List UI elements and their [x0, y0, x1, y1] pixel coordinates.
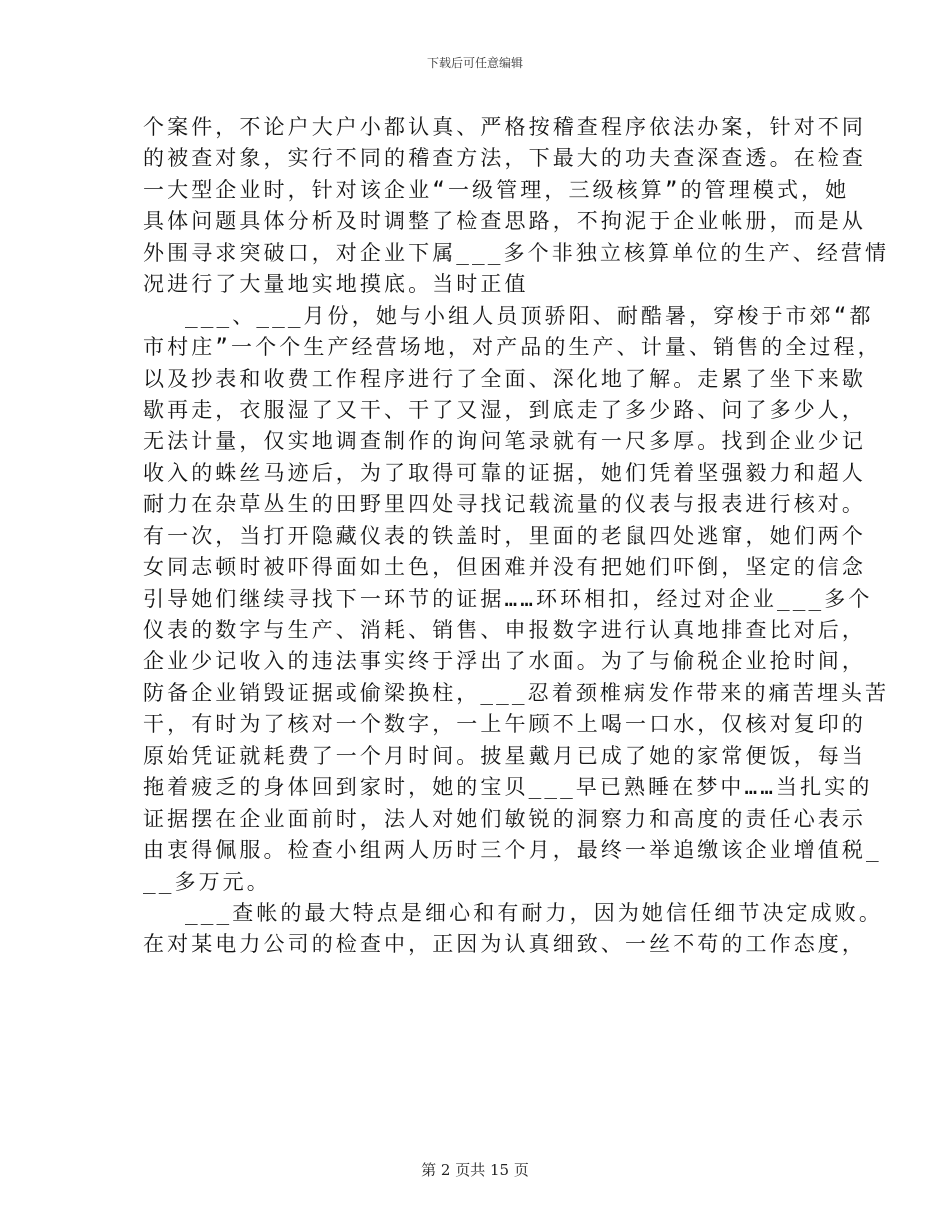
paragraph-line: __多万元。: [143, 869, 271, 894]
paragraph-line: 女同志顿时被吓得面如土色，但困难并没有把她们吓倒，坚定的信念: [143, 555, 866, 580]
paragraph-line: 的被查对象，实行不同的稽查方法，下最大的功夫查深查透。在检查: [143, 146, 866, 171]
paragraph-line: 证据摆在企业面前时，法人对她们敏锐的洞察力和高度的责任心表示: [143, 806, 866, 831]
paragraph-line: 干，有时为了核对一个数字，一上午顾不上喝一口水，仅核对复印的: [143, 712, 866, 737]
paragraph-line: 歇再走，衣服湿了又干、干了又湿，到底走了多少路、问了多少人，: [143, 397, 866, 422]
paragraph-line: 由衷得佩服。检查小组两人历时三个月，最终一举追缴该企业增值税_: [143, 838, 882, 863]
page-footer: 第 2 页共 15 页: [421, 1161, 529, 1179]
paragraph-line: 仪表的数字与生产、消耗、销售、申报数字进行认真地排查比对后，: [143, 618, 866, 642]
paragraph-line: 防备企业销毁证据或偷梁换柱，___忍着颈椎病发作带来的痛苦埋头苦: [143, 680, 890, 705]
paragraph-line: 企业少记收入的违法事实终于浮出了水面。为了与偷税企业抢时间，: [143, 649, 866, 674]
paragraph-line: 无法计量，仅实地调查制作的询问笔录就有一尺多厚。找到企业少记: [143, 429, 866, 454]
paragraph-line: ___、___月份，她与小组人员顶骄阳、耐酷暑，穿梭于市郊“都: [185, 303, 874, 328]
paragraph-line: 市村庄”一个个生产经营场地，对产品的生产、计量、销售的全过程，: [143, 335, 882, 360]
paragraph-line: 有一次，当打开隐藏仪表的铁盖时，里面的老鼠四处逃窜，她们两个: [143, 523, 866, 548]
paragraph-line: 原始凭证就耗费了一个月时间。披星戴月已成了她的家常便饭，每当: [143, 743, 866, 768]
paragraph-line: ___查帐的最大特点是细心和有耐力，因为她信任细节决定成败。: [185, 900, 883, 925]
paragraph-line: 耐力在杂草丛生的田野里四处寻找记载流量的仪表与报表进行核对。: [143, 492, 866, 517]
body-text: [143, 112, 890, 961]
paragraph-line: 引导她们继续寻找下一环节的证据……环环相扣，经过对企业___多个: [143, 586, 873, 611]
paragraph-line: 在对某电力公司的检查中，正因为认真细致、一丝不苟的工作态度，: [143, 932, 866, 957]
paragraph-line: 收入的蛛丝马迹后，为了取得可靠的证据，她们凭着坚强毅力和超人: [143, 460, 866, 485]
paragraph-line: 外围寻求突破口，对企业下属___多个非独立核算单位的生产、经营情: [143, 240, 890, 265]
paragraph-line: 具体问题具体分析及时调整了检查思路，不拘泥于企业帐册，而是从: [143, 209, 866, 234]
paragraph-line: 拖着疲乏的身体回到家时，她的宝贝___早已熟睡在梦中……当扎实的: [143, 775, 873, 800]
page-header: 下载后可任意编辑: [426, 56, 523, 70]
paragraph-line: 一大型企业时，针对该企业“一级管理，三级核算”的管理模式，她: [143, 177, 850, 202]
paragraph-line: 以及抄表和收费工作程序进行了全面、深化地了解。走累了坐下来歇: [143, 366, 866, 391]
paragraph-line: 况进行了大量地实地摸底。当时正值: [143, 272, 529, 297]
paragraph-line: 个案件，不论户大户小都认真、严格按稽查程序依法办案，针对不同: [143, 115, 866, 139]
